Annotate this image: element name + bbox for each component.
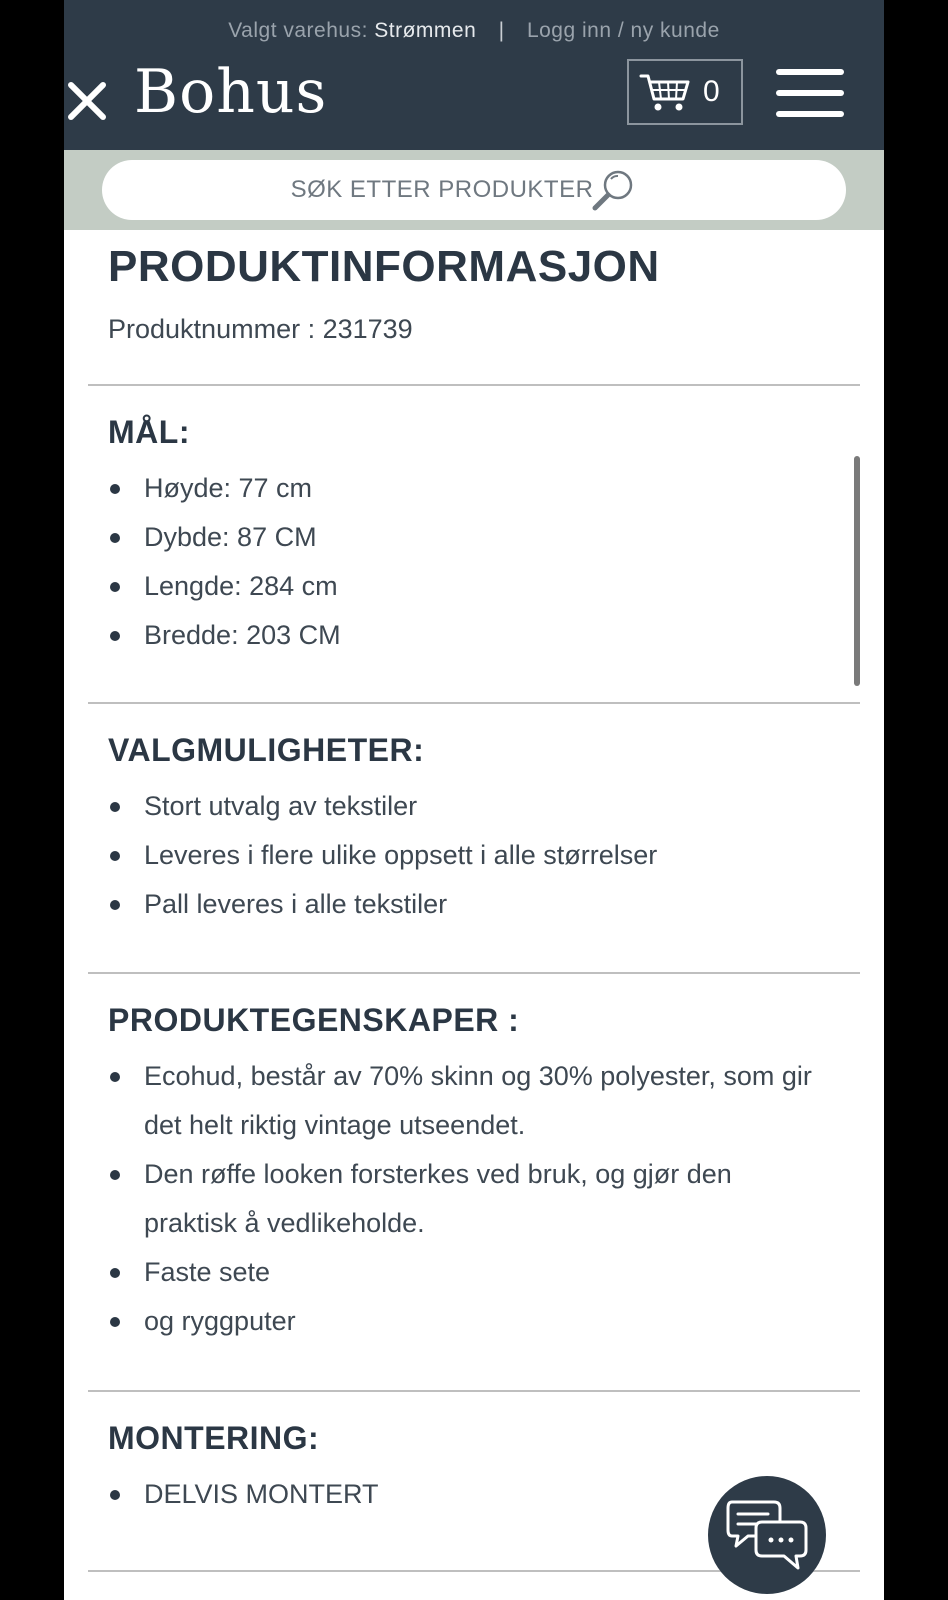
section-divider (88, 702, 860, 704)
dimensions-heading: MÅL: (108, 414, 190, 450)
page-scrollbar[interactable] (854, 456, 860, 686)
list-item: Høyde: 77 cm (108, 464, 828, 513)
search-input[interactable] (102, 160, 846, 220)
list-item: Faste sete (108, 1248, 828, 1297)
bohus-logo[interactable]: Bohus (134, 57, 328, 127)
options-heading: VALGMULIGHETER: (108, 732, 425, 768)
dimensions-list (108, 464, 828, 660)
list-item: DELVIS MONTERT (108, 1470, 828, 1519)
search-placeholder: SØK ETTER PRODUKTER (290, 176, 594, 203)
properties-list (108, 1052, 828, 1346)
list-item: Leveres i flere ulike oppsett i alle størrelser (108, 831, 828, 880)
list-item: Pall leveres i alle tekstiler (108, 880, 828, 929)
close-button[interactable] (66, 80, 108, 122)
properties-heading: PRODUKTEGENSKAPER : (108, 1002, 520, 1038)
section-divider (88, 1390, 860, 1392)
selected-store-link[interactable]: Strømmen (374, 19, 477, 42)
product-info-page (64, 0, 884, 1600)
cart-icon (639, 73, 691, 113)
assembly-heading: MONTERING: (108, 1420, 320, 1456)
list-item: Bredde: 203 CM (108, 611, 828, 660)
store-login-separator: | (498, 19, 505, 42)
chat-bubbles-icon (726, 1496, 808, 1574)
section-divider (88, 972, 860, 974)
menu-button[interactable] (776, 69, 844, 117)
list-item: og ryggputer (108, 1297, 828, 1346)
magnifier-icon[interactable] (590, 168, 636, 214)
list-item: Den røffe looken forsterkes ved bruk, og gjør den praktisk å vedlikeholde. (108, 1150, 828, 1248)
product-number: Produktnummer : 231739 (108, 314, 413, 344)
options-list (108, 782, 828, 929)
search-bar-area (64, 150, 884, 230)
store-label: Valgt varehus: (228, 19, 368, 42)
chat-button[interactable] (708, 1476, 826, 1594)
login-link[interactable]: Logg inn / ny kunde (526, 19, 720, 42)
cart-button[interactable] (627, 59, 743, 125)
hamburger-line (776, 90, 844, 96)
list-item: Lengde: 284 cm (108, 562, 828, 611)
page-title: PRODUKTINFORMASJON (108, 242, 660, 291)
section-divider (88, 384, 860, 386)
close-icon (66, 80, 108, 122)
cart-count: 0 (703, 75, 720, 108)
list-item: Dybde: 87 CM (108, 513, 828, 562)
hamburger-line (776, 111, 844, 117)
site-header (64, 0, 884, 150)
list-item: Stort utvalg av tekstiler (108, 782, 828, 831)
list-item: Ecohud, består av 70% skinn og 30% polyester, som gir det helt riktig vintage utseendet. (108, 1052, 828, 1150)
store-bar (64, 19, 884, 43)
hamburger-menu-icon (776, 69, 844, 75)
